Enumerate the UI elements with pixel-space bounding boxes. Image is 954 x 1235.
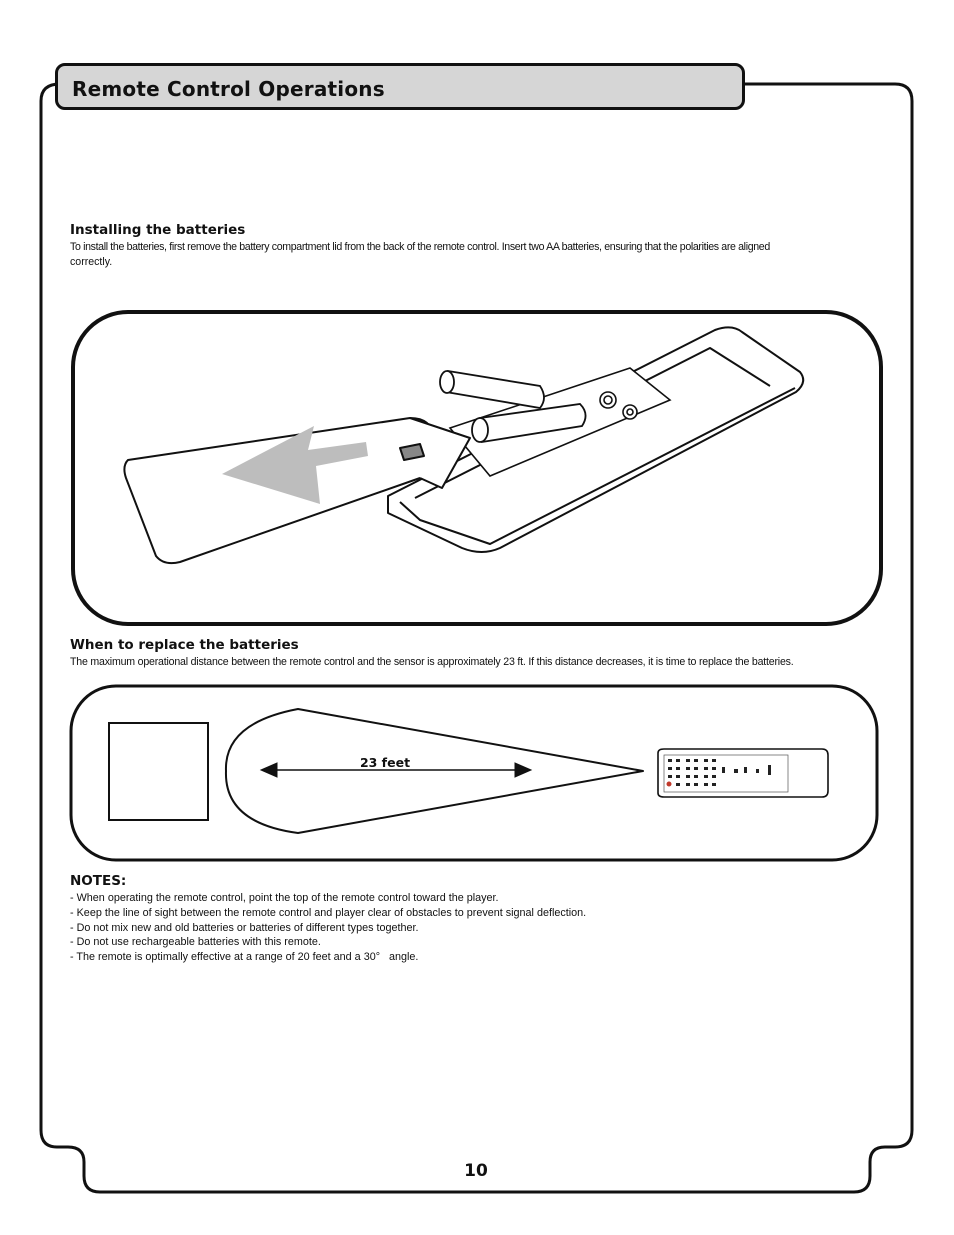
- note-item: - The remote is optimally effective at a range of 20 feet and a 30° angle.: [70, 950, 586, 965]
- remote-control-icon: [658, 749, 828, 797]
- notes-heading: NOTES:: [70, 873, 127, 889]
- range-illustration: [68, 683, 880, 863]
- title-tab: [55, 63, 745, 110]
- installing-text-line2: correctly.: [70, 256, 113, 268]
- note-item: - Do not use rechargeable batteries with this remote.: [70, 935, 586, 950]
- page-title: Remote Control Operations: [72, 77, 385, 101]
- player-sensor-box: [109, 723, 208, 820]
- notes-list: [70, 891, 586, 965]
- page-number: 10: [464, 1161, 488, 1181]
- distance-label: 23 feet: [359, 755, 411, 770]
- note-item: - Keep the line of sight between the remote control and player clear of obstacles to prevent signal deflection.: [70, 906, 586, 921]
- installing-text-line1: To install the batteries, first remove the battery compartment lid from the back of the remote control. Insert two AA batteries, ensuring that the polarities are aligned: [70, 241, 770, 253]
- replacing-heading: When to replace the batteries: [70, 637, 299, 653]
- installing-heading: Installing the batteries: [70, 222, 246, 238]
- note-item: - Do not mix new and old batteries or batteries of different types together.: [70, 921, 586, 936]
- note-item: - When operating the remote control, point the top of the remote control toward the player.: [70, 891, 586, 906]
- replacing-text: The maximum operational distance between the remote control and the sensor is approximately 23 ft. If this distance decreases, it is time to replace the batteries.: [70, 656, 794, 668]
- battery-install-illustration: [70, 308, 884, 628]
